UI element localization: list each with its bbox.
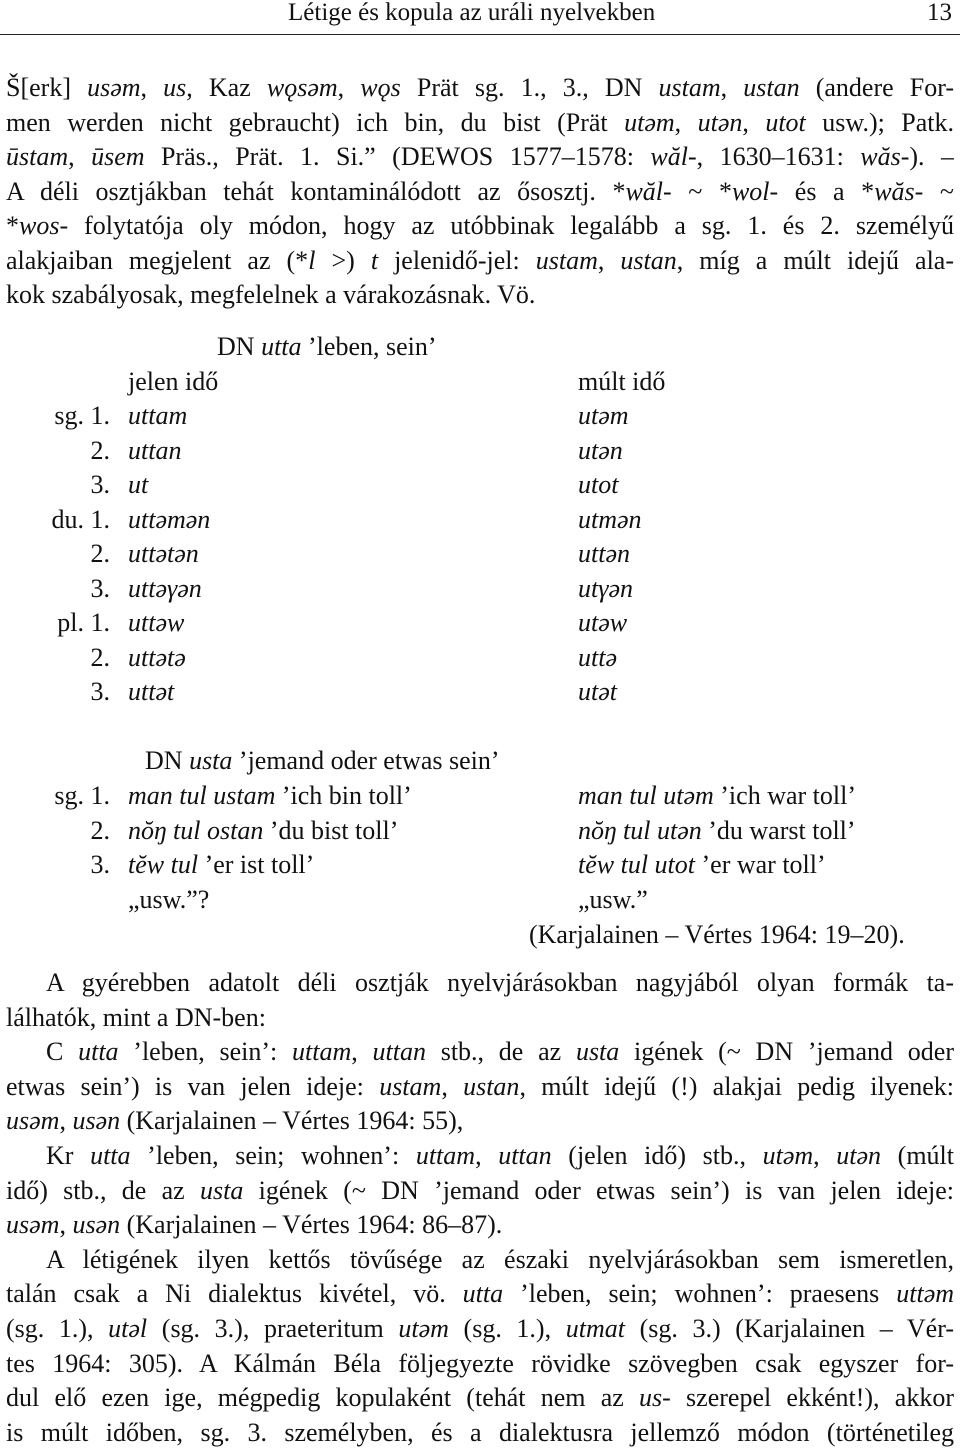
table2-heading: DN usta ’jemand oder etwas sein’ bbox=[145, 746, 500, 775]
text-line: kok szabályosak, megfelelnek a várakozásnak. Vö. bbox=[6, 280, 536, 309]
form-present: uttətən bbox=[128, 539, 199, 568]
text-line: usəm, usən (Karjalainen – Vértes 1964: 55), bbox=[6, 1106, 464, 1136]
example-present: tĕw tul ’er ist toll’ bbox=[128, 850, 315, 879]
table1-col-present: jelen idő bbox=[128, 367, 219, 396]
example-past: nŏŋ tul utən ’du warst toll’ bbox=[578, 815, 856, 845]
form-past: utγən bbox=[578, 573, 634, 603]
text-line: alakjaiban megjelent az (*l >) t jelenidő-jel: ustam, ustan, míg a múlt idejű ala- bbox=[6, 245, 954, 275]
row-label: pl. 1. bbox=[57, 608, 110, 637]
example-past: tĕw tul utot ’er war toll’ bbox=[578, 850, 826, 879]
text-line: A létigének ilyen kettős tövűsége az északi nyelvjárásokban sem ismeretlen, bbox=[46, 1244, 954, 1274]
example-present: man tul ustam ’ich bin toll’ bbox=[128, 781, 412, 810]
text-line: is múlt időben, sg. 3. személyben, és a dialektusra jellemző módon (történetileg bbox=[6, 1417, 954, 1447]
table1-heading: DN utta ’leben, sein’ bbox=[217, 332, 437, 361]
form-present: uttam bbox=[128, 401, 188, 430]
form-past: uttən bbox=[578, 539, 630, 568]
row-label: 2. bbox=[90, 815, 110, 845]
row-label: 3. bbox=[90, 573, 110, 603]
text-line: C utta ’leben, sein’: uttam, uttan stb., de az usta igének (~ DN ’jemand oder bbox=[46, 1037, 954, 1067]
text-line: etwas sein’) is van jelen ideje: ustam, ustan, múlt idejű (!) alakjai pedig ilyenek: bbox=[6, 1071, 954, 1101]
row-label: 2. bbox=[90, 435, 110, 465]
page-number: 13 bbox=[927, 0, 952, 26]
form-past: utot bbox=[578, 470, 619, 499]
text-line: men werden nicht gebraucht) ich bin, du bist (Prät utəm, utən, utot usw.); Patk. bbox=[6, 107, 954, 137]
text-line: ūstam, ūsem Präs., Prät. 1. Si.” (DEWOS 1577–1578: wăl-, 1630–1631: wăs-). – bbox=[6, 142, 954, 171]
row-label: 2. bbox=[90, 539, 110, 568]
text-line: (sg. 1.), utəl (sg. 3.), praeteritum utəm (sg. 1.), utmat (sg. 3.) (Karjalainen – Vér- bbox=[6, 1314, 954, 1343]
form-present: uttan bbox=[128, 435, 182, 465]
form-past: uttə bbox=[578, 642, 617, 672]
form-present: ut bbox=[128, 470, 149, 499]
text-line: A gyérebben adatolt déli osztják nyelvjárásokban nagyjából olyan formák ta- bbox=[46, 968, 954, 997]
form-past: utəm bbox=[578, 401, 629, 430]
form-present: uttət bbox=[128, 677, 175, 706]
running-title: Létige és kopula az uráli nyelvekben bbox=[288, 0, 656, 26]
form-past: utən bbox=[578, 435, 623, 465]
citation: (Karjalainen – Vértes 1964: 19–20). bbox=[529, 920, 905, 949]
row-label: 3. bbox=[90, 470, 110, 499]
form-past: utmən bbox=[578, 504, 642, 534]
text-line: lálhatók, mint a DN-ben: bbox=[6, 1002, 266, 1032]
example-past: man tul utəm ’ich war toll’ bbox=[578, 781, 856, 810]
running-header bbox=[0, 0, 960, 35]
text-line: tes 1964: 305). A Kálmán Béla följegyezte rövidke szövegben csak egyszer for- bbox=[6, 1348, 954, 1378]
row-label: 3. bbox=[90, 850, 110, 879]
text-line: A déli osztjákban tehát kontaminálódott az ősosztj. *wăl- ~ *wol- és a *wăs- ~ bbox=[6, 176, 954, 206]
text-line: dul elő ezen ige, mégpedig kopulaként (tehát nem az us- szerepel ekként!), akkor bbox=[6, 1383, 954, 1413]
row-label: 3. bbox=[90, 677, 110, 706]
table1-col-past: múlt idő bbox=[578, 367, 666, 396]
text-line: Š[erk] usəm, us, Kaz wǫsəm, wǫs Prät sg. 1., 3., DN ustam, ustan (andere For- bbox=[6, 73, 954, 102]
form-past: utəw bbox=[578, 608, 628, 637]
text-line: idő) stb., de az usta igének (~ DN ’jemand oder etwas sein’) is van jelen ideje: bbox=[6, 1175, 954, 1205]
text-line: usəm, usən (Karjalainen – Vértes 1964: 86–87). bbox=[6, 1210, 503, 1240]
text-line: *wos- folytatója oly módon, hogy az utóbbinak legalább a sg. 1. és 2. személyű bbox=[6, 211, 954, 240]
example-past: „usw.” bbox=[578, 884, 648, 914]
text-line: talán csak a Ni dialektus kivétel, vö. utta ’leben, sein; wohnen’: praesens uttəm bbox=[6, 1279, 954, 1309]
example-present: nŏŋ tul ostan ’du bist toll’ bbox=[128, 815, 399, 845]
example-present: „usw.”? bbox=[128, 884, 210, 914]
form-present: uttətə bbox=[128, 642, 186, 672]
form-present: uttəmən bbox=[128, 504, 211, 534]
row-label: 2. bbox=[90, 642, 110, 672]
form-past: utət bbox=[578, 677, 617, 706]
form-present: uttəw bbox=[128, 608, 185, 637]
form-present: uttəγən bbox=[128, 573, 202, 603]
row-label: du. 1. bbox=[51, 504, 110, 534]
row-label: sg. 1. bbox=[54, 781, 110, 810]
row-label: sg. 1. bbox=[54, 401, 110, 430]
text-line: Kr utta ’leben, sein; wohnen’: uttam, uttan (jelen idő) stb., utəm, utən (múlt bbox=[46, 1141, 954, 1170]
